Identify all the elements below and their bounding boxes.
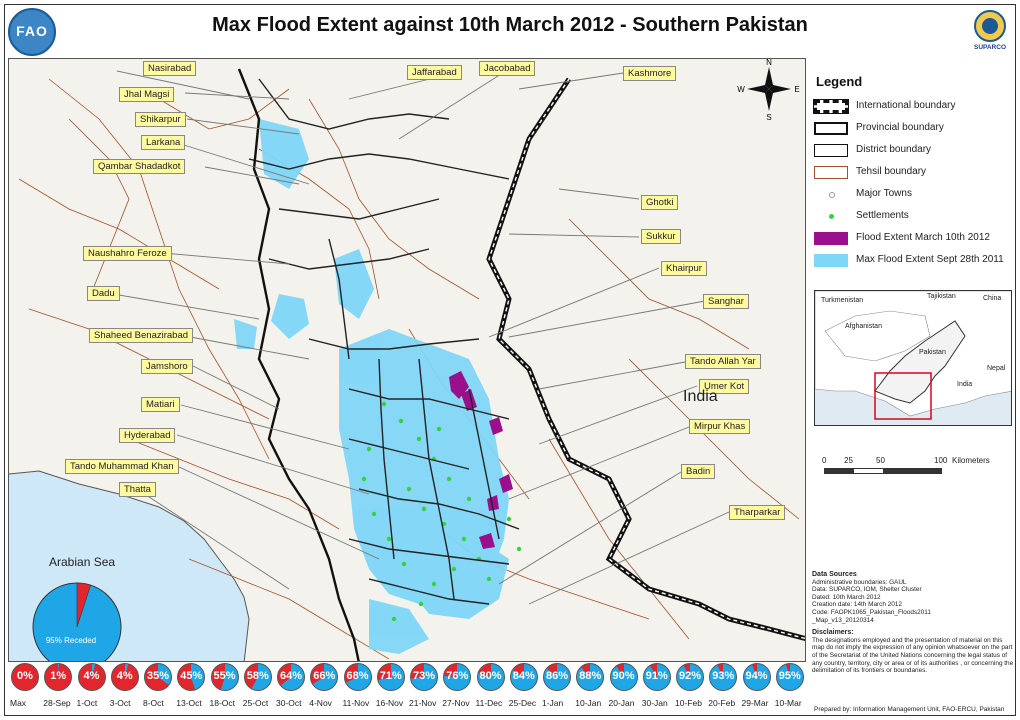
timeline-cell [773,663,806,709]
timeline-percent: 4% [116,670,133,682]
callout-jhal-magsi[interactable]: Jhal Magsi [119,87,174,102]
data-sources [812,571,1014,675]
legend-district-symbol [814,144,848,157]
timeline-percent: 58% [246,670,269,682]
callout-jamshoro[interactable]: Jamshoro [141,359,193,374]
fao-logo [8,8,56,56]
timeline-date: 10-Mar [774,698,802,708]
inset-label-tajikistan: Tajikistan [927,293,956,300]
timeline-cell [474,663,507,709]
timeline-cell [507,663,540,709]
timeline-date: 1-Jan [542,698,564,708]
timeline-cell [307,663,340,709]
legend-title: Legend [816,74,863,89]
callout-naushahro-feroze[interactable]: Naushahro Feroze [83,246,172,261]
timeline-percent: 84% [512,670,535,682]
timeline-cell [208,663,241,709]
recession-timeline [8,663,806,711]
timeline-date: 10-Jan [575,698,602,708]
callout-hyderabad[interactable]: Hyderabad [119,428,175,443]
timeline-date: 25-Oct [242,698,269,708]
sources-line-1: Data: SUPARCO, IOM, Shelter Cluster [812,586,922,594]
timeline-cell [740,663,773,709]
timeline-date: 18-Oct [209,698,236,708]
legend-international-symbol [814,100,848,113]
inset-label-turkmenistan: Turkmenistan [821,297,864,304]
legend-flood-sept-symbol [814,254,848,267]
timeline-cell [706,663,739,709]
callout-tando-allah-yar[interactable]: Tando Allah Yar [685,354,761,369]
timeline-percent: 94% [745,670,768,682]
timeline-date: 11-Nov [342,698,370,708]
sea-pie-label: 95% Receded [45,636,97,645]
india-label: India [683,388,718,405]
timeline-date: 3-Oct [109,698,131,708]
callout-matiari[interactable]: Matiari [141,397,180,412]
timeline-date: 29-Mar [741,698,769,708]
scale-bar-graphic [824,468,942,474]
scale-tick-0: 0 [822,456,827,465]
timeline-percent: 71% [379,670,402,682]
inset-canvas [815,291,1012,426]
callout-larkana[interactable]: Larkana [141,135,185,150]
legend-provincial-label: Provincial boundary [856,122,944,133]
timeline-cell [407,663,440,709]
sources-line-0: Administrative boundaries: GAUL [812,578,907,586]
sources-line-5: _Map_v13_20120314 [812,616,874,624]
timeline-percent: 73% [412,670,436,682]
callout-qambar-shadadkot[interactable]: Qambar Shadadkot [93,159,185,174]
timeline-percent: 35% [146,670,170,682]
timeline-cell [274,663,307,709]
inset-label-afghanistan: Afghanistan [845,323,882,330]
timeline-date: 28-Sep [43,698,71,708]
timeline-date: 11-Dec [475,698,503,708]
timeline-percent: 1% [50,670,67,682]
timeline-date: 8-Oct [143,698,164,708]
legend-tehsil-symbol [814,166,848,179]
timeline-percent: 64% [279,670,303,682]
timeline-date: 27-Nov [442,698,470,708]
scale-tick-100: 100 [934,456,948,465]
timeline-percent: 80% [479,670,502,682]
timeline-cell [607,663,640,709]
callout-badin[interactable]: Badin [681,464,715,479]
timeline-cell [8,663,41,709]
timeline-date: 20-Jan [608,698,635,708]
inset-label-china: China [983,295,1002,302]
inset-map [814,290,1012,426]
timeline-date: 30-Jan [641,698,668,708]
suparco-logo-text: SUPARCO [973,44,1007,51]
timeline-date: 30-Oct [276,698,302,708]
compass-w: W [737,85,745,94]
timeline-percent: 91% [645,670,668,682]
callout-sanghar[interactable]: Sanghar [703,294,749,309]
timeline-percent: 76% [446,670,469,682]
callout-mirpur-khas[interactable]: Mirpur Khas [689,419,750,434]
disclaimer-text: The designations employed and the presentation of material on this map do not imply the expression of any opinion whatsoever on the part of the Secretariat of the United Nations concerning the legal status of any country, territory, city or area or of its authorities , or concerning the delimitation of its frontiers or boundaries. [812,636,1014,675]
timeline-percent: 88% [579,670,602,682]
timeline-cell [640,663,673,709]
sources-line-2: Dated: 10th March 2012 [812,593,881,601]
disclaimer-heading: Disclaimers: [812,629,854,637]
timeline-date: 16-Nov [375,698,404,708]
callout-ghotki[interactable]: Ghotki [641,195,678,210]
sources-heading: Data Sources [812,571,857,578]
timeline-percent: 66% [313,670,336,682]
legend-tehsil-label: Tehsil boundary [856,166,927,177]
callout-shaheed-benazirabad[interactable]: Shaheed Benazirabad [89,328,193,343]
scale-bar [822,456,1012,486]
timeline-cell [174,663,207,709]
prepared-by: Prepared by: Information Management Unit, FAO-ERCU, Pakistan [814,706,1005,713]
timeline-date: 1-Oct [76,698,98,708]
legend-flood-march-label: Flood Extent March 10th 2012 [856,232,990,243]
callout-jaffarabad[interactable]: Jaffarabad [407,65,462,80]
scale-tick-50: 50 [876,456,885,465]
timeline-cell [341,663,374,709]
timeline-percent: 0% [17,670,33,682]
timeline-percent: 68% [346,670,369,682]
page-title: Max Flood Extent against 10th March 2012 - Southern Pakistan [212,14,808,36]
timeline-percent: 86% [545,670,569,682]
legend [806,58,1014,288]
timeline-percent: 92% [678,670,702,682]
timeline-date: Max [10,698,27,708]
legend-towns-label: Major Towns [856,188,912,199]
timeline-cell [540,663,573,709]
scale-unit: Kilometers [952,456,990,465]
suparco-logo [968,8,1012,52]
timeline-date: 10-Feb [675,698,702,708]
timeline-date: 20-Feb [708,698,736,708]
callout-tando-muhammad-khan[interactable]: Tando Muhammad Khan [65,459,179,474]
legend-settlements-label: Settlements [856,210,909,221]
callout-jacobabad[interactable]: Jacobabad [479,61,535,76]
compass-n: N [766,59,772,67]
timeline-cell [440,663,473,709]
timeline-cell [374,663,407,709]
timeline-cell [673,663,706,709]
callout-umer-kot[interactable]: Umer Kot [699,379,749,394]
timeline-cell [573,663,606,709]
legend-flood-sept-label: Max Flood Extent Sept 28th 2011 [856,254,1004,265]
scale-tick-25: 25 [844,456,853,465]
timeline-cell [41,663,74,709]
timeline-percent: 93% [712,670,735,682]
timeline-cell [241,663,274,709]
arabian-sea-label: Arabian Sea [49,555,116,569]
timeline-percent: 55% [213,670,236,682]
legend-town-symbol [814,188,848,201]
legend-international-label: International boundary [856,100,956,111]
timeline-date: 13-Oct [176,698,202,708]
compass-s: S [766,113,772,122]
fao-logo-text: FAO [16,23,48,39]
timeline-cell [108,663,141,709]
compass-e: E [794,85,800,94]
inset-label-india: India [957,381,973,388]
legend-settlement-symbol [814,210,848,223]
timeline-date: 21-Nov [409,698,437,708]
timeline-percent: 45% [180,670,203,682]
callout-sukkur[interactable]: Sukkur [641,229,681,244]
legend-flood-march-symbol [814,232,848,245]
inset-label-nepal: Nepal [987,365,1006,372]
timeline-cell [141,663,174,709]
sea-receded-pie [29,579,125,662]
timeline-cell [75,663,108,709]
compass-rose [737,59,799,122]
callout-nasirabad[interactable]: Nasirabad [143,61,196,76]
legend-district-label: District boundary [856,144,932,155]
legend-provincial-symbol [814,122,848,135]
main-map[interactable] [8,58,806,662]
timeline-percent: 90% [612,670,635,682]
sources-line-3: Creation date: 14th March 2012 [812,601,902,609]
timeline-percent: 95% [778,670,801,682]
callout-tharparkar[interactable]: Tharparkar [729,505,785,520]
callout-kashmore[interactable]: Kashmore [623,66,676,81]
timeline-percent: 4% [83,670,100,682]
sources-line-4: Code: FAOPK1065_Pakistan_Floods2011 [812,608,931,616]
timeline-date: 4-Nov [309,698,332,708]
callout-shikarpur[interactable]: Shikarpur [135,112,186,127]
timeline-date: 25-Dec [508,698,537,708]
callout-thatta[interactable]: Thatta [119,482,156,497]
callout-khairpur[interactable]: Khairpur [661,261,707,276]
inset-label-pakistan: Pakistan [919,349,946,356]
callout-dadu[interactable]: Dadu [87,286,120,301]
